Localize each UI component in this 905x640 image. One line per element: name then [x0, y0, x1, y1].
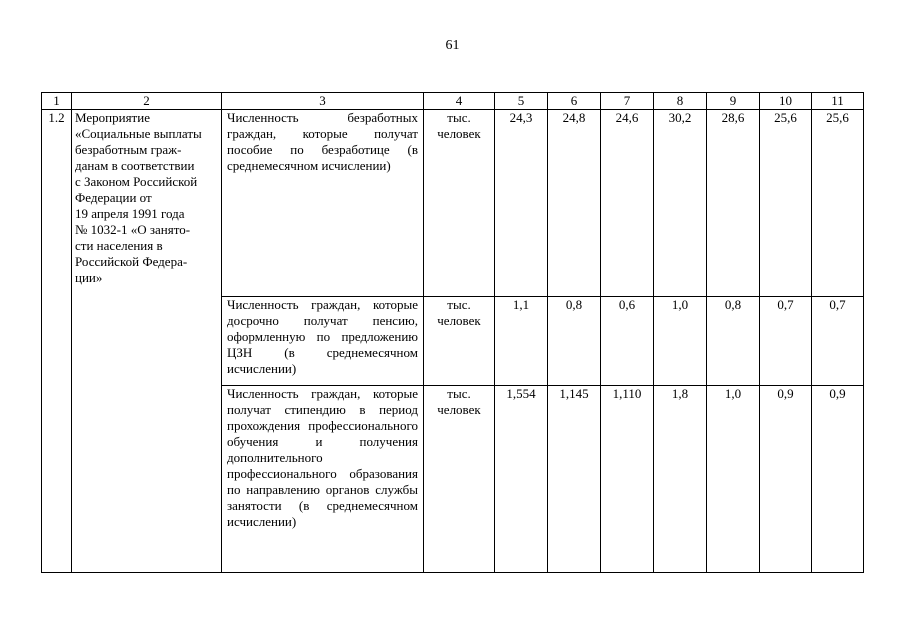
value-cell: 25,6	[760, 110, 812, 297]
value-cell: 28,6	[707, 110, 760, 297]
header-cell: 7	[601, 93, 654, 110]
header-cell: 9	[707, 93, 760, 110]
value-cell: 0,8	[707, 297, 760, 386]
indicator-cell: Численность граждан, которые досрочно получат пенсию, оформленную по предложению ЦЗН (в среднемесячном исчислении)	[222, 297, 424, 386]
value-cell: 0,9	[760, 386, 812, 573]
header-cell: 11	[812, 93, 864, 110]
unit-cell: тыс. человек	[424, 386, 495, 573]
measure-description: Мероприятие «Социальные выплаты безработным граж- данам в соответствии с Законом Российской Федерации от 19 апреля 1991 года № 1032-1 «О занято- сти населения в Российской Федера- ции»	[72, 110, 222, 573]
value-cell: 1,145	[548, 386, 601, 573]
header-cell: 3	[222, 93, 424, 110]
page-number: 61	[445, 38, 460, 53]
measures-table	[41, 92, 864, 573]
value-cell: 25,6	[812, 110, 864, 297]
header-cell: 1	[42, 93, 72, 110]
value-cell: 1,554	[495, 386, 548, 573]
header-cell: 2	[72, 93, 222, 110]
value-cell: 0,8	[548, 297, 601, 386]
value-cell: 24,6	[601, 110, 654, 297]
unit-cell: тыс. человек	[424, 297, 495, 386]
value-cell: 1,0	[654, 297, 707, 386]
value-cell: 0,7	[812, 297, 864, 386]
value-cell: 0,6	[601, 297, 654, 386]
header-cell: 6	[548, 93, 601, 110]
value-cell: 30,2	[654, 110, 707, 297]
indicator-cell: Численность граждан, которые получат стипендию в период прохождения профессионального обучения и получения дополнительного профессионального образования по направлению органов службы занятости (в среднемесячном исчислении)	[222, 386, 424, 573]
header-cell: 10	[760, 93, 812, 110]
header-cell: 5	[495, 93, 548, 110]
value-cell: 0,9	[812, 386, 864, 573]
unit-cell: тыс. человек	[424, 110, 495, 297]
value-cell: 1,1	[495, 297, 548, 386]
value-cell: 0,7	[760, 297, 812, 386]
indicator-cell: Численность безработных граждан, которые получат пособие по безработице (в среднемесячном исчислении)	[222, 110, 424, 297]
value-cell: 1,0	[707, 386, 760, 573]
table-row	[42, 110, 864, 297]
value-cell: 24,8	[548, 110, 601, 297]
header-cell: 8	[654, 93, 707, 110]
value-cell: 1,110	[601, 386, 654, 573]
value-cell: 24,3	[495, 110, 548, 297]
value-cell: 1,8	[654, 386, 707, 573]
header-row	[42, 93, 864, 110]
header-cell: 4	[424, 93, 495, 110]
row-number: 1.2	[42, 110, 72, 573]
